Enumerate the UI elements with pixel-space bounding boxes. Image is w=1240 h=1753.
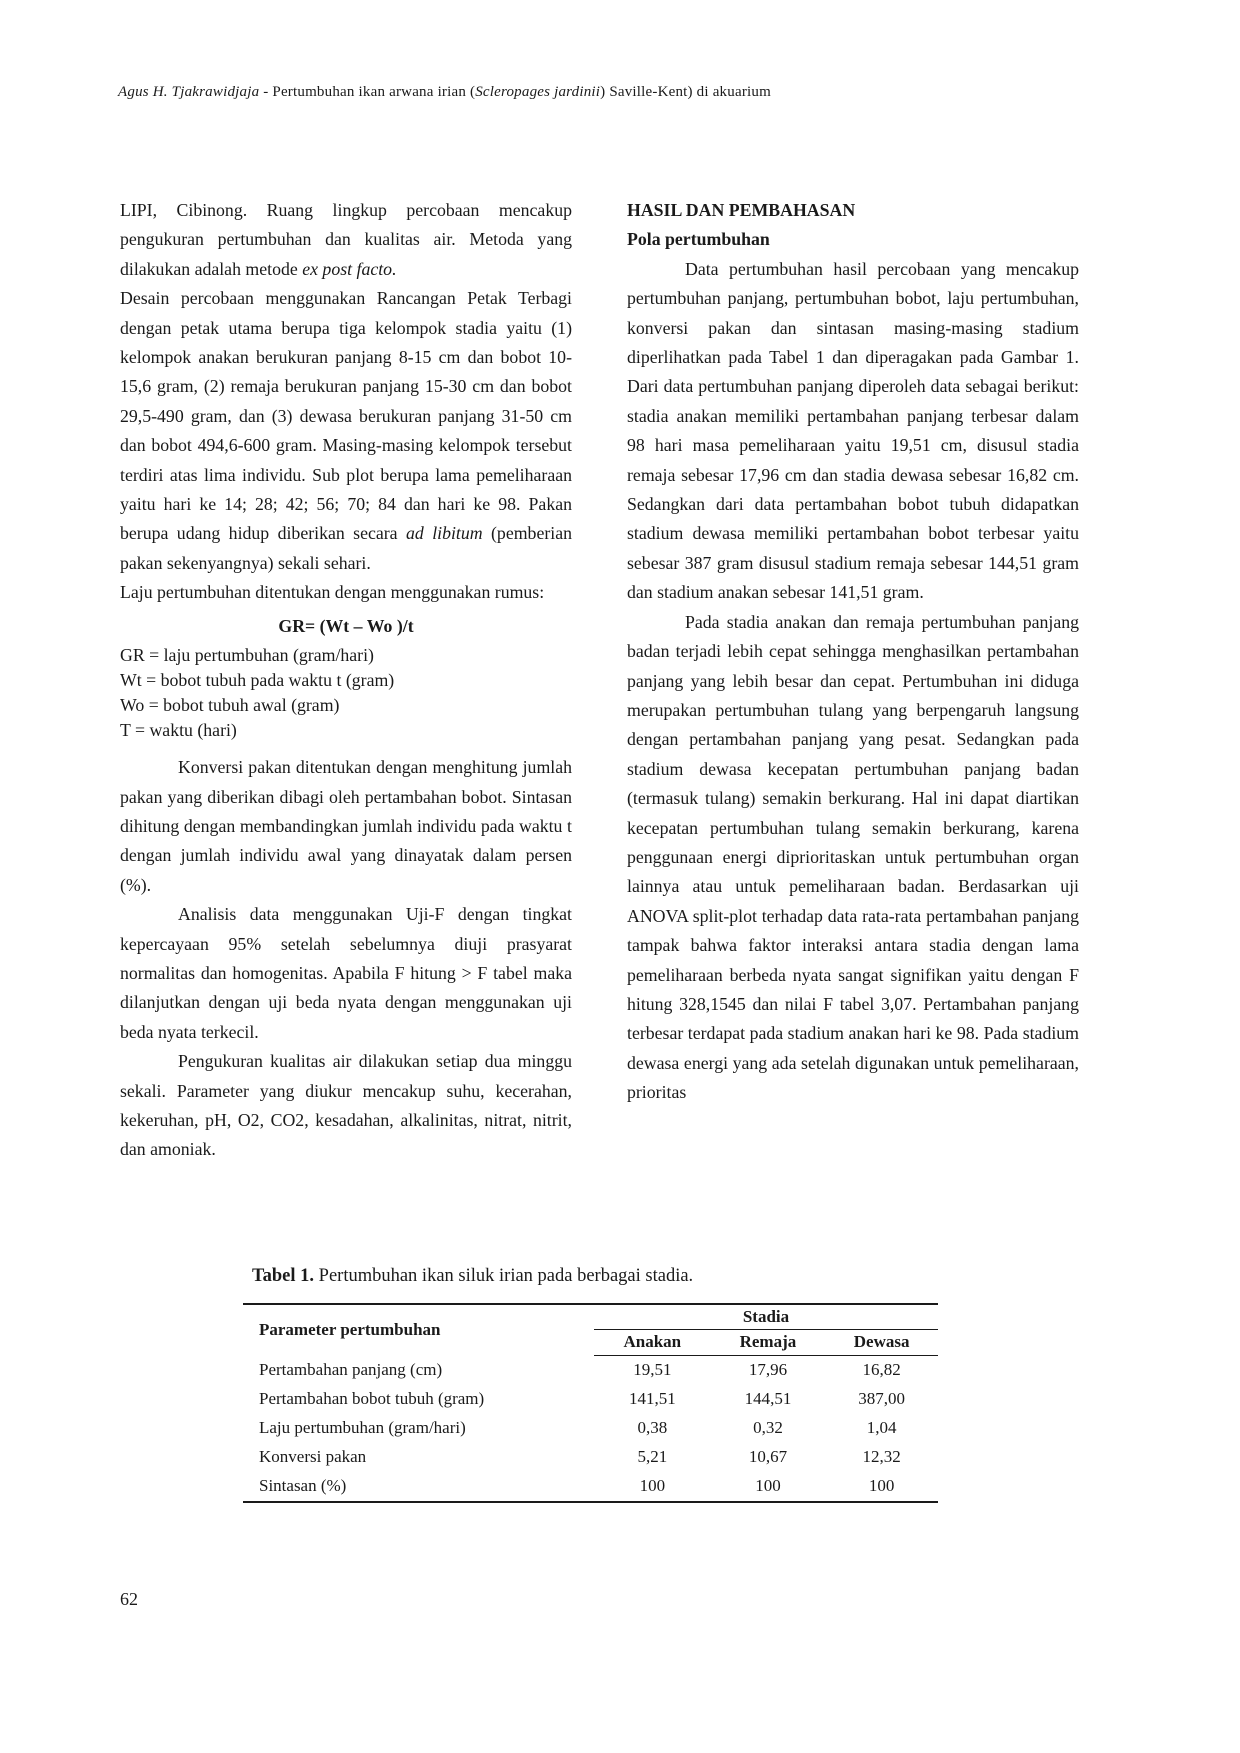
table-row [243, 1443, 938, 1472]
paragraph-analysis: Analisis data menggunakan Uji-F dengan tingkat kepercayaan 95% setelah sebelumnya diuji prasyarat normalitas dan homogenitas. Apabila F hitung > F tabel maka dilanjutkan dengan uji beda nyata dengan menggunakan uji beda nyata terkecil. [120, 904, 572, 1042]
cell-dewasa: 16,82 [862, 1360, 901, 1379]
header-title-post: Saville-Kent) di akuarium [605, 84, 771, 100]
cell-remaja: 0,32 [753, 1418, 783, 1437]
page-number: 62 [120, 1589, 138, 1609]
section-heading: HASIL DAN PEMBAHASAN [627, 200, 856, 220]
table-header-parameter: Parameter pertumbuhan [259, 1320, 441, 1339]
header-author: Agus H. Tjakrawidjaja [118, 84, 260, 100]
cell-anakan: 19,51 [633, 1360, 672, 1379]
paragraph-results-2: Pada stadia anakan dan remaja pertumbuhan panjang badan terjadi lebih cepat sehingga menghasilkan pertambahan panjang yang lebih besar dan cepat. Pertumbuhan ini diduga merupakan pertumbuhan tulang yang berpengaruh langsung dengan pertambahan panjang yang pesat. Sedangkan pada stadium dewasa kecepatan pertumbuhan panjang badan (termasuk tulang) semakin berkurang. Hal ini dapat diartikan kecepatan pertumbuhan tulang semakin berkurang, karena penggunaan energi diprioritaskan untuk pertumbuhan organ lainnya atau untuk pemeliharaan badan. Berdasarkan uji ANOVA split-plot terhadap data rata-rata pertambahan panjang tampak bahwa faktor interaksi antara stadia dengan lama pemeliharaan berbeda nyata sangat signifikan yaitu dengan F hitung 328,1545 dan nilai F tabel 3,07. Pertambahan panjang terbesar terdapat pada stadium anakan hari ke 98. Pada stadium dewasa energi yang ada setelah digunakan untuk pemeliharaan, prioritas [627, 611, 1079, 1103]
table-row [243, 1355, 938, 1385]
caption-text: Pertumbuhan ikan siluk irian pada berbagai stadia. [314, 1266, 694, 1286]
table-header-stadia: Stadia [594, 1304, 938, 1330]
definition-wt: Wt = bobot tubuh pada waktu t (gram) [120, 670, 395, 691]
definition-gr: GR = laju pertumbuhan (gram/hari) [120, 645, 374, 666]
header-species: Scleropages jardinii [475, 84, 601, 100]
paragraph-water-quality: Pengukuran kualitas air dilakukan setiap dua minggu sekali. Parameter yang diukur mencakup suhu, kecerahan, kekeruhan, pH, O2, CO2, kesadahan, alkalinitas, nitrat, nitrit, dan amoniak. [120, 1051, 572, 1160]
row-label: Sintasan (%) [259, 1476, 347, 1495]
row-label: Laju pertumbuhan (gram/hari) [259, 1418, 466, 1437]
definition-t: T = waktu (hari) [120, 720, 237, 741]
cell-dewasa: 100 [868, 1476, 895, 1495]
table-header-remaja: Remaja [711, 1330, 826, 1355]
cell-dewasa: 387,00 [858, 1389, 905, 1408]
formula: GR= (Wt – Wo )/t [278, 615, 414, 636]
table-row [243, 1385, 938, 1414]
table-header-anakan: Anakan [594, 1330, 711, 1355]
row-label: Pertambahan bobot tubuh (gram) [259, 1389, 485, 1408]
cell-remaja: 10,67 [748, 1447, 788, 1466]
caption-label: Tabel 1. [252, 1266, 315, 1286]
paragraph-design [120, 284, 572, 578]
cell-anakan: 141,51 [628, 1389, 676, 1408]
cell-anakan: 0,38 [637, 1418, 668, 1437]
right-column [627, 196, 1079, 1108]
row-label: Konversi pakan [259, 1447, 367, 1466]
table-caption [252, 1266, 693, 1287]
cell-dewasa: 1,04 [866, 1418, 897, 1437]
definition-wo: Wo = bobot tubuh awal (gram) [120, 695, 340, 716]
header-separator: - [259, 84, 273, 100]
row-label: Pertambahan panjang (cm) [259, 1359, 443, 1379]
table-header-dewasa: Dewasa [825, 1330, 938, 1355]
cell-remaja: 100 [755, 1476, 781, 1495]
table-row [243, 1414, 938, 1443]
header-title-pre: Pertumbuhan ikan arwana irian ( [272, 84, 476, 100]
cell-remaja: 144,51 [744, 1389, 792, 1408]
paragraph-text: Desain percobaan menggunakan Rancangan Petak Terbagi dengan petak utama berupa tiga kelompok stadia yaitu (1) kelompok anakan berukuran panjang 8-15 cm dan bobot 10-15,6 gram, (2) remaja berukuran panjang 15-30 cm dan bobot 29,5-490 gram, dan (3) dewasa berukuran panjang 31-50 cm dan bobot 494,6-600 gram. Masing-masing kelompok tersebut terdiri atas lima individu. Sub plot berupa lama pemeliharaan yaitu hari ke 14; 28; 42; 56; 70; 84 dan hari ke 98. Pakan berupa udang hidup diberikan secara [120, 288, 572, 544]
subsection-heading: Pola pertumbuhan [627, 229, 770, 250]
paragraph-growth-rate: Laju pertumbuhan ditentukan dengan menggunakan rumus: [120, 582, 545, 603]
cell-dewasa: 12,32 [862, 1447, 901, 1466]
paragraph-conversion: Konversi pakan ditentukan dengan menghitung jumlah pakan yang diberikan dibagi oleh pertambahan bobot. Sintasan dihitung dengan membandingkan jumlah individu pada waktu t dengan jumlah individu awal yang dinayatak dalam persen (%). [120, 757, 572, 895]
cell-remaja: 17,96 [748, 1360, 788, 1379]
left-column [120, 196, 572, 1165]
italic-term: ad libitum [406, 523, 483, 544]
paragraph-methods-1 [120, 196, 572, 284]
table-row [243, 1472, 938, 1502]
paragraph-results-1: Data pertumbuhan hasil percobaan yang mencakup pertumbuhan panjang, pertumbuhan bobot, laju pertumbuhan, konversi pakan dan sintasan masing-masing stadium diperlihatkan pada Tabel 1 dan diperagakan pada Gambar 1. Dari data pertumbuhan panjang diperoleh data sebagai berikut: stadia anakan memiliki pertambahan panjang terbesar dalam 98 hari masa pemeliharaan yaitu 19,51 cm, disusul stadia remaja sebesar 17,96 cm dan stadia dewasa sebesar 16,82 cm. Sedangkan dari data pertambahan bobot tubuh didapatkan stadium dewasa memiliki pertambahan bobot terbesar yaitu sebesar 387 gram disusul stadium remaja sebesar 144,51 gram dan stadium anakan sebesar 141,51 gram. [627, 258, 1079, 603]
growth-table [243, 1303, 938, 1503]
running-header: Agus H. Tjakrawidjaja - Pertumbuhan ikan arwana irian (Scleropages jardinii) Saville-Kent) di akuarium [118, 84, 771, 100]
cell-anakan: 100 [639, 1476, 666, 1495]
cell-anakan: 5,21 [637, 1447, 668, 1466]
italic-term: ex post facto. [302, 258, 397, 279]
paragraph-text: LIPI, Cibinong. Ruang lingkup percobaan mencakup pengukuran pertumbuhan dan kualitas air. Metoda yang dilakukan adalah metode [120, 200, 572, 279]
paragraph-text: (pemberian pakan sekenyangnya) sekali sehari. [120, 523, 572, 573]
